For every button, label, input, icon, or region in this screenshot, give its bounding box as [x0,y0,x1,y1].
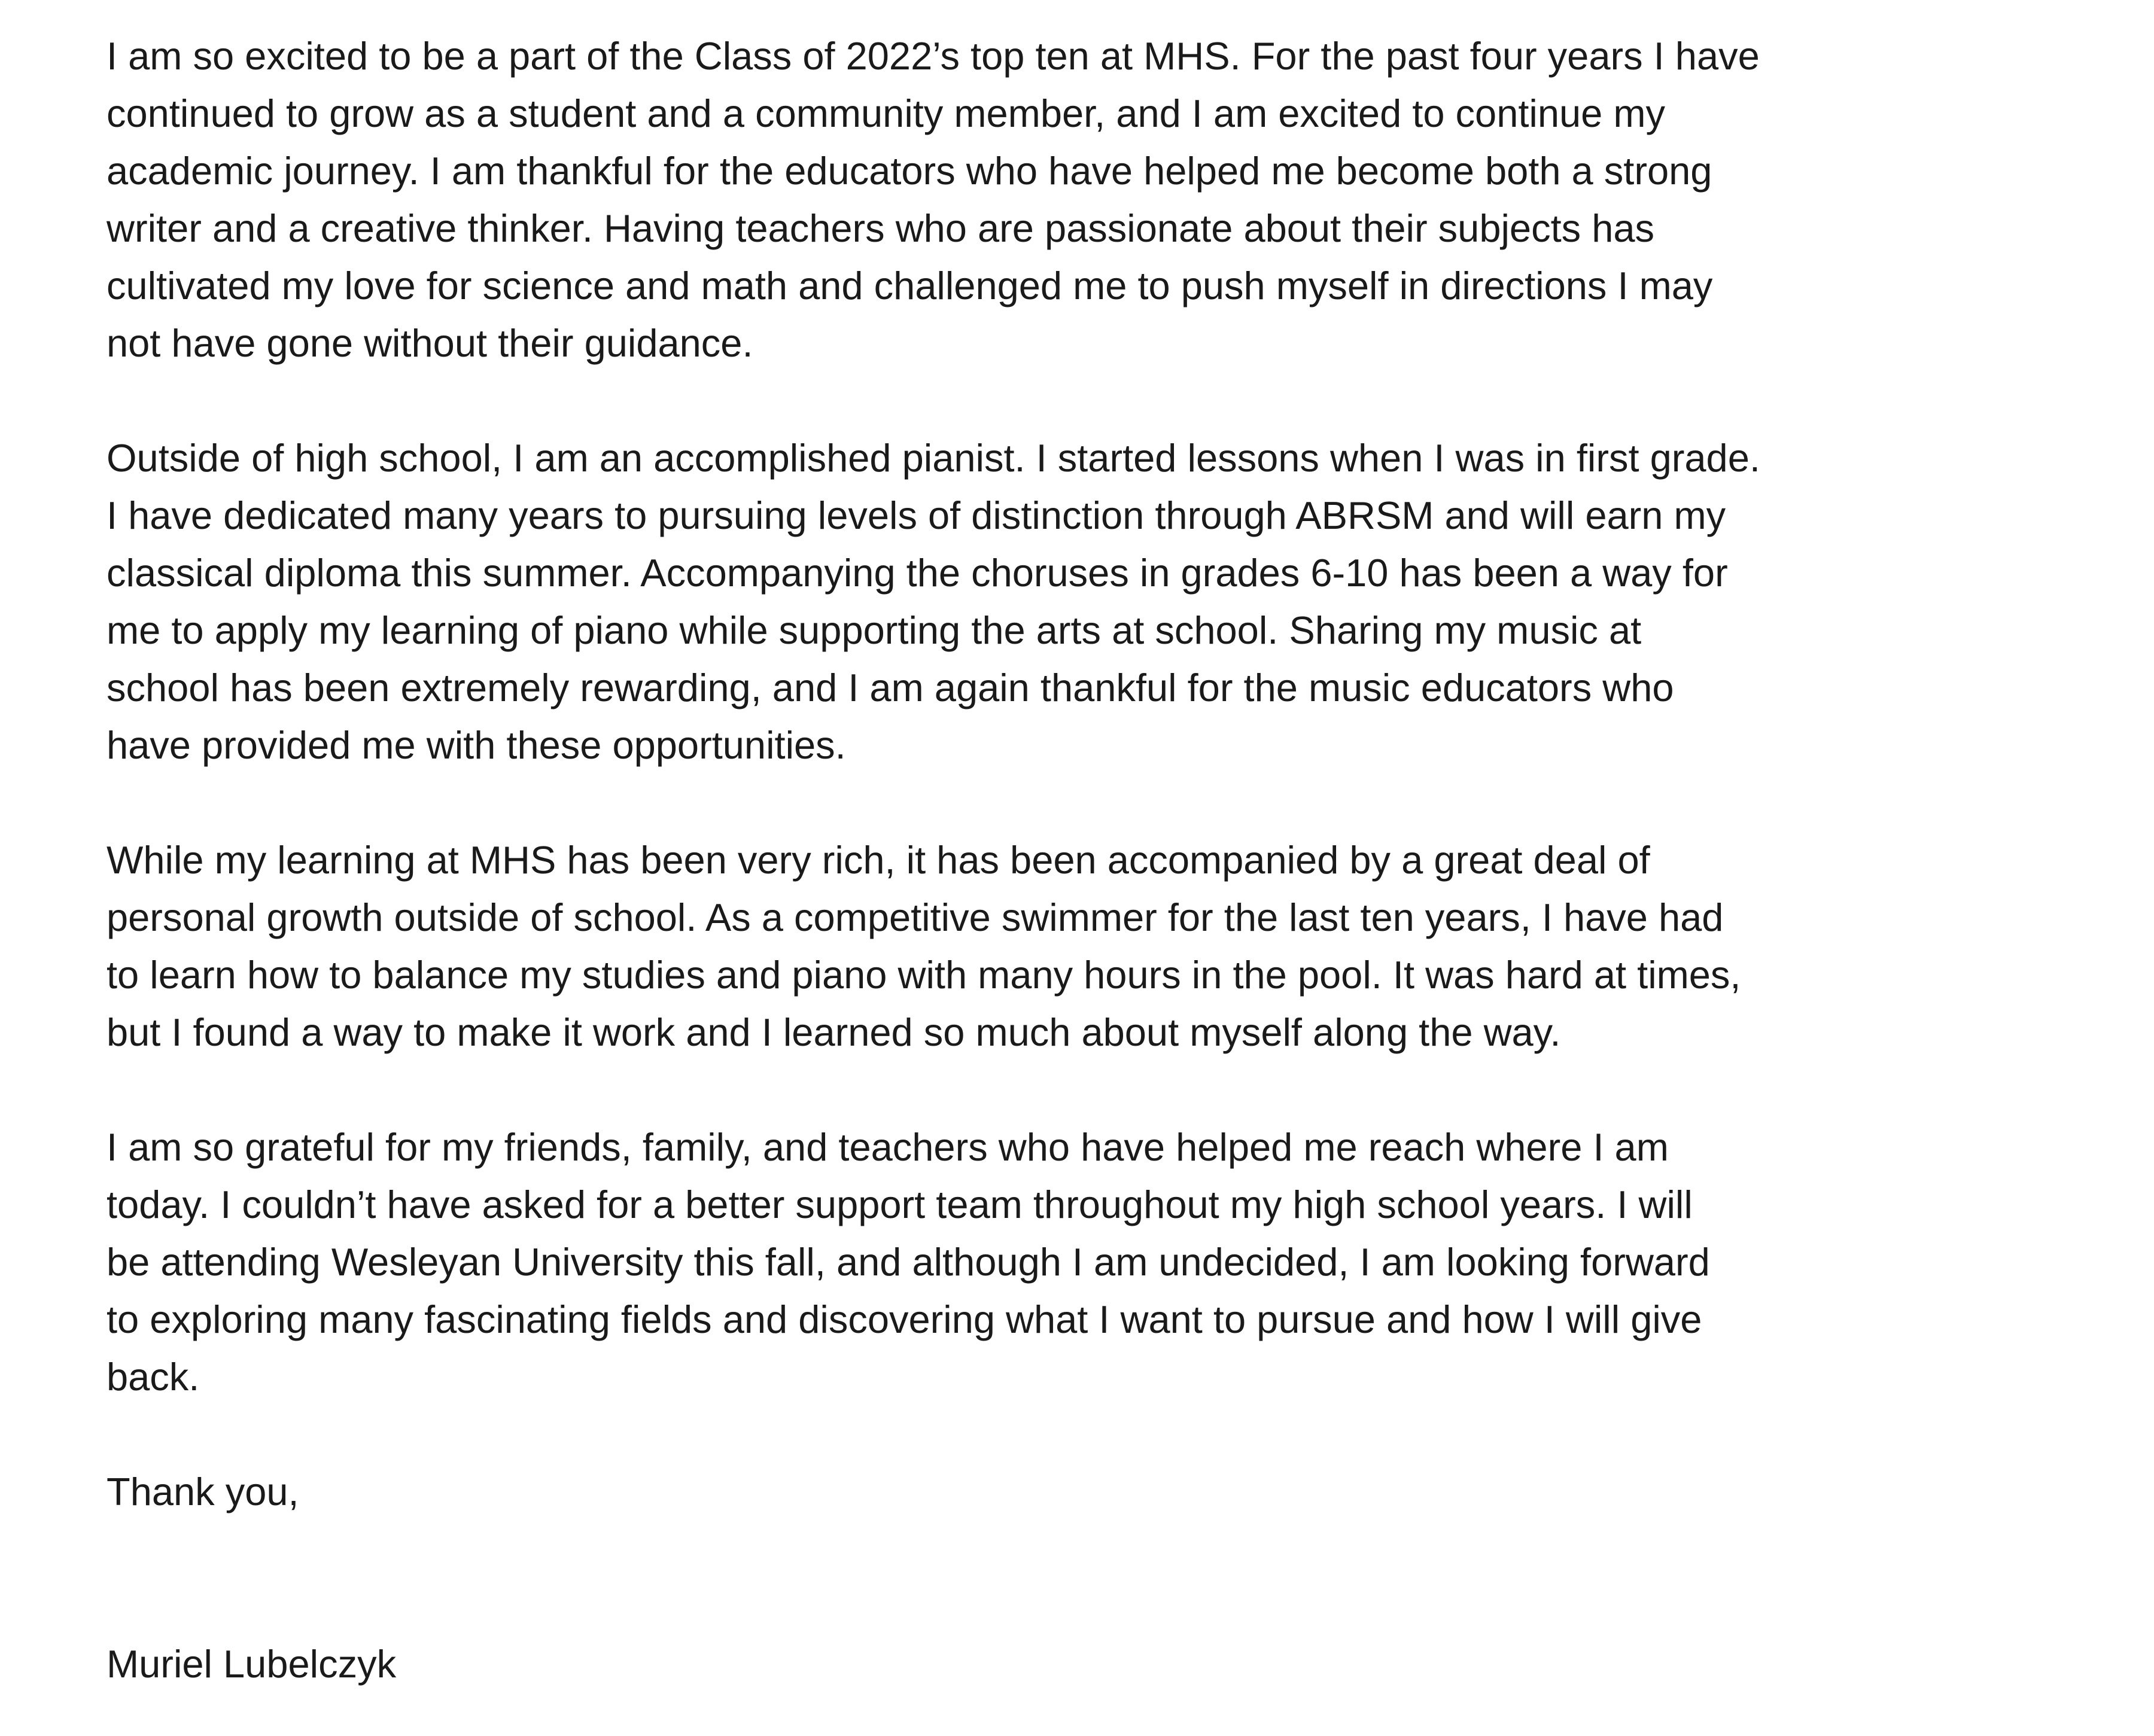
signature-spacer [107,1521,2021,1636]
signature-name: Muriel Lubelczyk [107,1642,397,1686]
paragraph-line: academic journey. I am thankful for the educators who have helped me become both a strong [107,149,1712,193]
paragraph-line: back. [107,1355,200,1399]
paragraph-line: While my learning at MHS has been very rich, it has been accompanied by a great deal of [107,838,1650,882]
paragraph-line: I am so grateful for my friends, family, and teachers who have helped me reach where I am [107,1125,1669,1169]
paragraph-line: be attending Wesleyan University this fall, and although I am undecided, I am looking forward [107,1240,1710,1284]
paragraph-introduction [107,28,2021,372]
paragraph-spacer [107,774,2021,832]
paragraph-line: me to apply my learning of piano while supporting the arts at school. Sharing my music at [107,608,1642,652]
paragraph-swimming [107,832,2021,1061]
paragraph-line: writer and a creative thinker. Having teachers who are passionate about their subjects has [107,206,1654,250]
letter-body [107,28,2021,1693]
paragraph-line: have provided me with these opportunities. [107,723,846,767]
paragraph-line: not have gone without their guidance. [107,321,753,365]
paragraph-line: but I found a way to make it work and I learned so much about myself along the way. [107,1010,1561,1054]
paragraph-line: Outside of high school, I am an accomplished pianist. I started lessons when I was in first grade. [107,436,1760,480]
paragraph-line: cultivated my love for science and math and challenged me to push myself in directions I may [107,264,1713,307]
paragraph-line: classical diploma this summer. Accompanying the choruses in grades 6-10 has been a way for [107,551,1728,595]
closing-line: Thank you, [107,1470,299,1513]
paragraph-line: I have dedicated many years to pursuing levels of distinction through ABRSM and will earn my [107,494,1726,537]
paragraph-piano [107,430,2021,774]
paragraph-line: to learn how to balance my studies and piano with many hours in the pool. It was hard at times, [107,953,1741,997]
paragraph-line: continued to grow as a student and a community member, and I am excited to continue my [107,92,1666,135]
paragraph-line: to exploring many fascinating fields and discovering what I want to pursue and how I will give [107,1298,1702,1341]
paragraph-line: today. I couldn’t have asked for a better support team throughout my high school years. I will [107,1183,1693,1226]
paragraph-line: school has been extremely rewarding, and I am again thankful for the music educators who [107,666,1674,709]
paragraph-spacer [107,1061,2021,1119]
paragraph-gratitude [107,1119,2021,1406]
paragraph-spacer [107,372,2021,430]
paragraph-line: I am so excited to be a part of the Class of 2022’s top ten at MHS. For the past four years I have [107,34,1760,78]
paragraph-spacer [107,1406,2021,1463]
paragraph-line: personal growth outside of school. As a competitive swimmer for the last ten years, I have had [107,896,1724,939]
